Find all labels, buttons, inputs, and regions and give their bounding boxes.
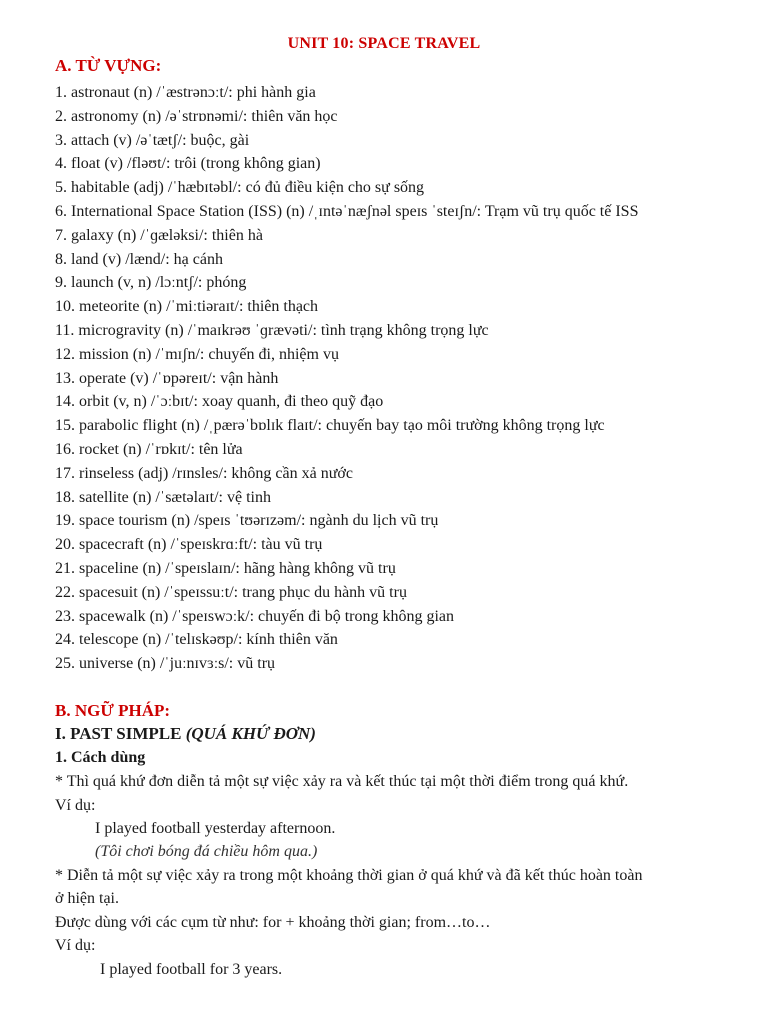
vocabulary-item: 21. spaceline (n) /ˈspeɪslaɪn/: hãng hàng không vũ trụ xyxy=(55,559,396,577)
vocabulary-list xyxy=(55,81,638,676)
example-label: Ví dụ: xyxy=(55,937,96,954)
vocabulary-item: 22. spacesuit (n) /ˈspeɪssuːt/: trang phục du hành vũ trụ xyxy=(55,583,407,601)
vocabulary-item: 9. launch (v, n) /lɔːntʃ/: phóng xyxy=(55,274,247,292)
usage-text-2-continued: ở hiện tại. xyxy=(55,890,119,907)
usage-text-1: * Thì quá khứ đơn diễn tả một sự việc xảy ra và kết thúc tại một thời điểm trong quá khứ. xyxy=(55,773,629,790)
example-label: Ví dụ: xyxy=(55,797,96,814)
vocabulary-item: 1. astronaut (n) /ˈæstrənɔːt/: phi hành gia xyxy=(55,84,316,101)
vocabulary-item: 16. rocket (n) /ˈrɒkɪt/: tên lửa xyxy=(55,440,243,458)
vocabulary-item: 7. galaxy (n) /ˈɡæləksi/: thiên hà xyxy=(55,226,263,244)
vocabulary-heading: A. TỪ VỰNG: xyxy=(55,56,162,75)
vocabulary-item: 15. parabolic flight (n) /ˌpærəˈbɒlɪk flaɪt/: chuyến bay tạo môi trường không trọng lực xyxy=(55,417,605,435)
past-simple-heading xyxy=(55,723,316,745)
vocabulary-item: 5. habitable (adj) /ˈhæbɪtəbl/: có đủ điều kiện cho sự sống xyxy=(55,179,425,197)
vocabulary-item: 3. attach (v) /əˈtætʃ/: buộc, gài xyxy=(55,131,250,149)
past-simple-title: I. PAST SIMPLE xyxy=(55,724,186,743)
grammar-heading: B. NGỮ PHÁP: xyxy=(55,701,171,720)
vocabulary-item: 12. mission (n) /ˈmɪʃn/: chuyến đi, nhiệm vụ xyxy=(55,345,339,363)
vocabulary-item: 2. astronomy (n) /əˈstrɒnəmi/: thiên văn học xyxy=(55,107,338,125)
vocabulary-item: 6. International Space Station (ISS) (n) /ˌɪntəˈnæʃnəl speɪs ˈsteɪʃn/: Trạm vũ trụ quốc tế ISS xyxy=(55,202,639,220)
vocabulary-item: 18. satellite (n) /ˈsætəlaɪt/: vệ tinh xyxy=(55,488,271,506)
past-simple-translation: (QUÁ KHỨ ĐƠN) xyxy=(185,724,316,743)
example-sentence: I played football for 3 years. xyxy=(100,961,283,978)
vocabulary-item: 8. land (v) /lænd/: hạ cánh xyxy=(55,250,223,268)
vocabulary-item: 25. universe (n) /ˈjuːnɪvɜːs/: vũ trụ xyxy=(55,655,276,673)
vocabulary-item: 4. float (v) /fləʊt/: trôi (trong không gian) xyxy=(55,155,321,173)
vocabulary-item: 11. microgravity (n) /ˈmaɪkrəʊ ˈɡrævəti/: tình trạng không trọng lực xyxy=(55,321,489,339)
example-sentence: I played football yesterday afternoon. xyxy=(95,820,336,837)
unit-title: UNIT 10: SPACE TRAVEL xyxy=(287,35,481,52)
vocabulary-item: 23. spacewalk (n) /ˈspeɪswɔːk/: chuyến đi bộ trong không gian xyxy=(55,607,455,625)
vocabulary-item: 17. rinseless (adj) /rɪnsles/: không cần xả nước xyxy=(55,464,353,482)
example-translation: (Tôi chơi bóng đá chiều hôm qua.) xyxy=(95,843,318,860)
vocabulary-item: 13. operate (v) /ˈɒpəreɪt/: vận hành xyxy=(55,369,279,387)
vocabulary-item: 20. spacecraft (n) /ˈspeɪskrɑːft/: tàu vũ trụ xyxy=(55,536,323,554)
vocabulary-item: 24. telescope (n) /ˈtelɪskəʊp/: kính thiên văn xyxy=(55,631,338,649)
vocabulary-item: 10. meteorite (n) /ˈmiːtiəraɪt/: thiên thạch xyxy=(55,298,319,316)
vocabulary-item: 14. orbit (v, n) /ˈɔːbɪt/: xoay quanh, đi theo quỹ đạo xyxy=(55,393,384,411)
usage-text-3: Được dùng với các cụm từ như: for + khoảng thời gian; from…to… xyxy=(55,914,491,931)
vocabulary-item: 19. space tourism (n) /speɪs ˈtʊərɪzəm/: ngành du lịch vũ trụ xyxy=(55,512,439,530)
usage-heading: 1. Cách dùng xyxy=(55,749,146,766)
usage-text-2: * Diễn tả một sự việc xảy ra trong một khoảng thời gian ở quá khứ và đã kết thúc hoàn toàn xyxy=(55,867,643,884)
